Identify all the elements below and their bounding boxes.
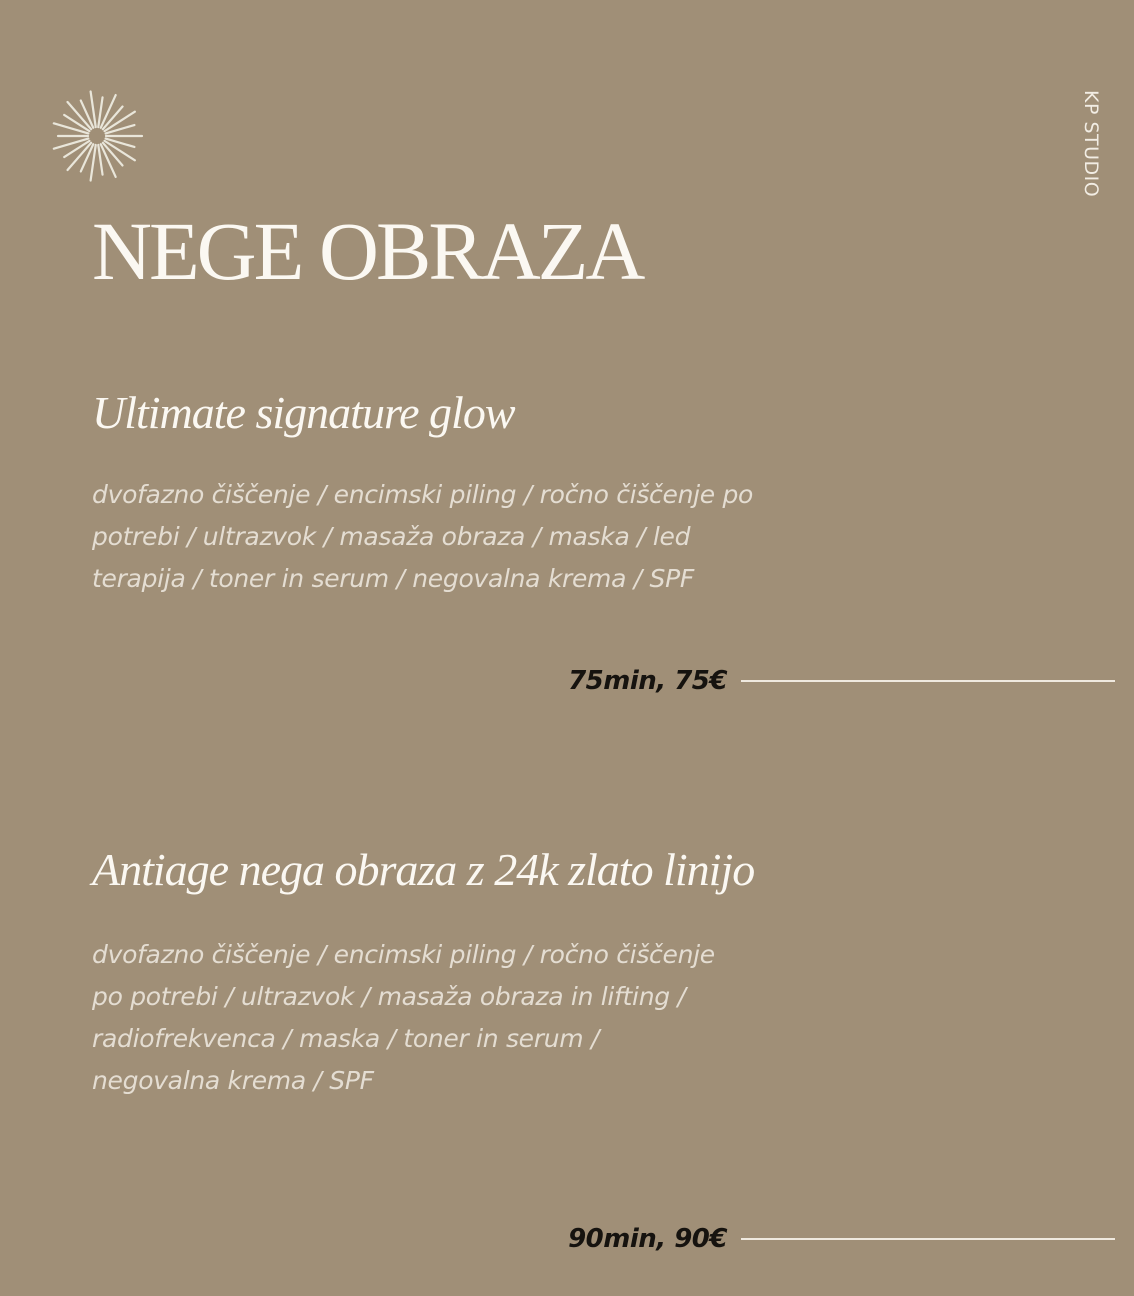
description-line: negovalna krema / SPF	[92, 1066, 374, 1095]
price-divider	[741, 680, 1115, 682]
service-price: 90min, 90€	[568, 1224, 727, 1254]
brand-side-label: KP STUDIO	[1080, 90, 1102, 198]
description-line: po potrebi / ultrazvok / masaža obraza in lifting /	[92, 982, 686, 1011]
service-price: 75min, 75€	[568, 666, 727, 696]
description-line: terapija / toner in serum / negovalna krema / SPF	[92, 564, 694, 593]
page-title: NEGE OBRAZA	[92, 205, 643, 297]
sunburst-ray	[106, 125, 135, 133]
price-row	[555, 661, 1115, 701]
service-title: Antiage nega obraza z 24k zlato linijo	[92, 844, 755, 895]
service-description	[92, 934, 715, 1102]
price-row	[530, 1219, 1115, 1259]
description-line: dvofazno čiščenje / encimski piling / ročno čiščenje	[92, 940, 715, 969]
description-line: potrebi / ultrazvok / masaža obraza / maska / led	[92, 522, 691, 551]
description-line: radiofrekvenca / maska / toner in serum /	[92, 1024, 600, 1053]
sunburst-icon	[50, 89, 144, 183]
sunburst-ray	[106, 139, 135, 147]
description-line: dvofazno čiščenje / encimski piling / ročno čiščenje po	[92, 480, 754, 509]
service-description	[92, 474, 753, 600]
price-divider	[741, 1238, 1115, 1240]
service-title: Ultimate signature glow	[92, 387, 515, 438]
